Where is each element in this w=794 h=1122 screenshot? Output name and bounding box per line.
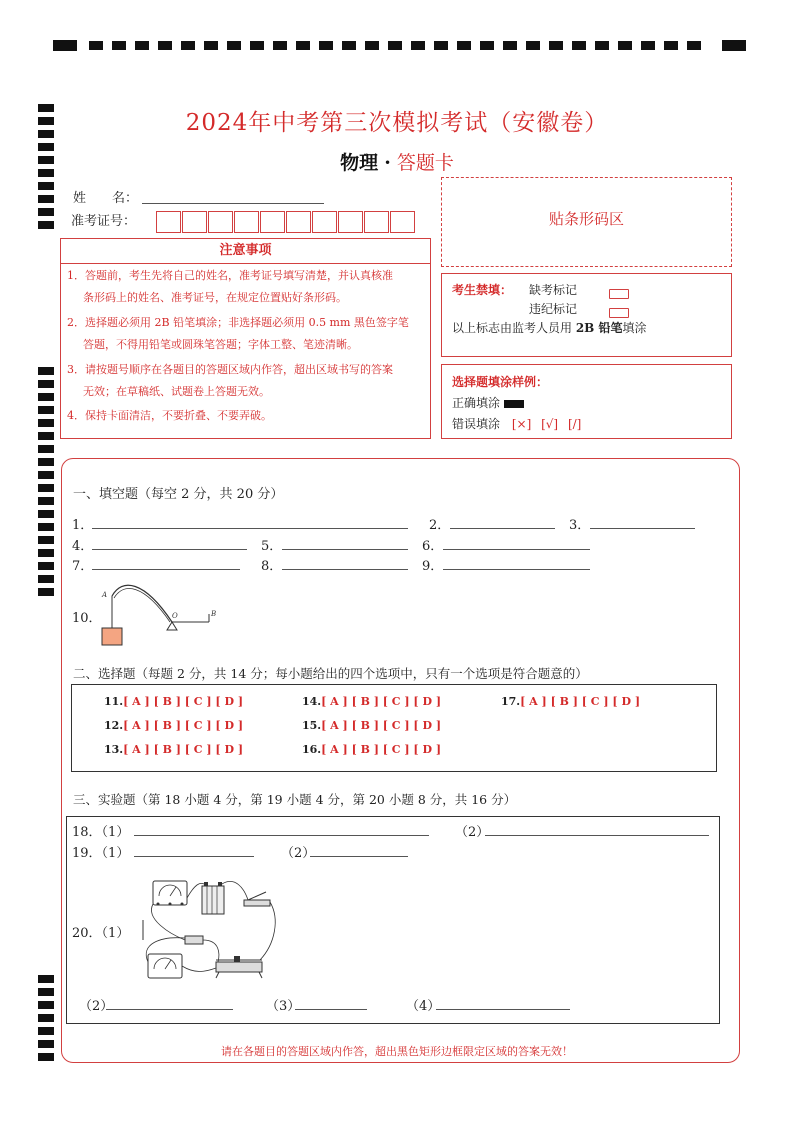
q2-number: 2． — [429, 518, 451, 533]
notice-item: 4．保持卡面清洁，不要折叠、不要弄破。 — [67, 409, 272, 422]
battery-icon — [202, 886, 224, 914]
q1-answer-line[interactable] — [92, 528, 408, 529]
notice-item: 2．选择题必须用 2B 铅笔填涂；非选择题必须用 0.5 mm 黑色签字笔 — [67, 316, 409, 329]
q4-answer-line[interactable] — [92, 549, 247, 550]
lever-figure[interactable] — [96, 578, 226, 648]
barcode-area — [441, 177, 732, 267]
choice-row-12[interactable] — [104, 719, 243, 732]
name-label: 姓 名： — [73, 191, 139, 206]
label-A: A — [102, 591, 108, 599]
weight-block — [102, 628, 122, 645]
subject-name: 物理 — [340, 152, 379, 174]
options[interactable]: [ A ] [ B ] [ C ] [ D ] — [520, 695, 641, 708]
q20-4-answer-line[interactable] — [436, 1009, 570, 1010]
q19-label: 19．（1） — [72, 846, 130, 861]
q8-number: 8． — [261, 559, 283, 574]
barcode-label: 贴条形码区 — [548, 210, 624, 228]
q7-number: 7． — [72, 559, 94, 574]
note-bold: 2B 铅笔 — [575, 321, 623, 335]
q18-2-label: （2） — [455, 825, 490, 840]
absent-label: 缺考标记 — [529, 283, 578, 297]
q8-answer-line[interactable] — [282, 569, 408, 570]
choice-row-17[interactable] — [501, 695, 640, 708]
q9-answer-line[interactable] — [443, 569, 590, 570]
q18-label: 18．（1） — [72, 825, 130, 840]
forbid-title: 考生禁填： — [452, 283, 513, 297]
notice-title: 注意事项 — [61, 239, 430, 264]
page-title: 2024年中考第三次模拟考试（安徽卷） — [185, 110, 609, 136]
options[interactable]: [ A ] [ B ] [ C ] [ D ] — [123, 695, 244, 708]
q-num: 16. — [302, 743, 322, 756]
q19-1-answer-line[interactable] — [134, 856, 254, 857]
q6-number: 6． — [422, 539, 444, 554]
q10-number: 10． — [72, 611, 102, 626]
absent-mark[interactable] — [609, 283, 629, 302]
q1-number: 1． — [72, 518, 94, 533]
q-num: 13. — [104, 743, 124, 756]
curved-lever-inner — [114, 589, 170, 622]
options[interactable]: [ A ] [ B ] [ C ] [ D ] — [123, 719, 244, 732]
q20-2-answer-line[interactable] — [106, 1009, 233, 1010]
q3-number: 3． — [569, 518, 591, 533]
wrong-fill-label — [452, 415, 581, 432]
choice-row-11[interactable] — [104, 695, 243, 708]
violation-label: 违纪标记 — [529, 302, 578, 316]
notice-item: 条形码上的姓名、准考证号，在规定位置贴好条形码。 — [83, 291, 347, 304]
subtitle-dot: · — [384, 152, 391, 174]
q4-number: 4． — [72, 539, 94, 554]
q19-2-answer-line[interactable] — [310, 856, 408, 857]
q2-answer-line[interactable] — [450, 528, 555, 529]
q6-answer-line[interactable] — [443, 549, 590, 550]
choice-row-13[interactable] — [104, 743, 243, 756]
label-B: B — [211, 610, 217, 618]
q20-3-label: （3） — [266, 999, 301, 1014]
notice-item: 3．请按题号顺序在各题目的答题区域内作答，超出区域书写的答案 — [67, 363, 393, 376]
q19-2-label: （2） — [281, 846, 316, 861]
q20-2-label: （2） — [79, 999, 114, 1014]
q-num: 15. — [302, 719, 322, 732]
options[interactable]: [ A ] [ B ] [ C ] [ D ] — [321, 743, 442, 756]
section1-title: 一、填空题（每空 2 分，共 20 分） — [73, 487, 284, 502]
note-suffix: 填涂 — [622, 321, 647, 335]
notice-item: 答题，不得用铅笔或圆珠笔答题；字体工整、笔迹清晰。 — [83, 338, 358, 351]
forbid-note — [452, 319, 647, 336]
page-subtitle — [0, 148, 794, 175]
wrong-mark: [×] — [511, 417, 532, 431]
q18-1-answer-line[interactable] — [134, 835, 429, 836]
footer-warning: 请在各题目的答题区域内作答，超出黑色矩形边框限定区域的答案无效！ — [221, 1045, 573, 1058]
card-type: 答题卡 — [396, 152, 454, 174]
q20-label: 20．（1） — [72, 926, 130, 941]
q18-2-answer-line[interactable] — [485, 835, 709, 836]
notice-item: 无效；在草稿纸、试题卷上答题无效。 — [83, 385, 270, 398]
q9-number: 9． — [422, 559, 444, 574]
q-num: 14. — [302, 695, 322, 708]
q20-4-label: （4） — [406, 999, 441, 1014]
q5-number: 5． — [261, 539, 283, 554]
name-field[interactable] — [142, 203, 324, 204]
correct-fill-label — [452, 394, 524, 411]
section3-title: 三、实验题（第 18 小题 4 分，第 19 小题 4 分，第 20 小题 8 分，共 16 分） — [73, 792, 517, 807]
sample-box — [441, 364, 732, 439]
q5-answer-line[interactable] — [282, 549, 408, 550]
choice-row-15[interactable] — [302, 719, 441, 732]
resistor-icon — [185, 936, 203, 944]
sample-title: 选择题填涂样例： — [452, 375, 549, 389]
fulcrum — [167, 622, 177, 630]
options[interactable]: [ A ] [ B ] [ C ] [ D ] — [123, 743, 244, 756]
q20-3-answer-line[interactable] — [295, 1009, 367, 1010]
options[interactable]: [ A ] [ B ] [ C ] [ D ] — [321, 719, 442, 732]
q-num: 11. — [104, 695, 124, 708]
q-num: 17. — [501, 695, 521, 708]
switch-icon — [244, 900, 270, 906]
ammeter-icon — [148, 954, 182, 978]
note-prefix: 以上标志由监考人员用 — [452, 321, 576, 335]
options[interactable]: [ A ] [ B ] [ C ] [ D ] — [321, 695, 442, 708]
label-O: O — [172, 612, 178, 620]
voltmeter-icon — [153, 881, 187, 905]
section2-title: 二、选择题（每题 2 分，共 14 分；每小题给出的四个选项中，只有一个选项是符合题意的） — [73, 666, 588, 681]
q7-answer-line[interactable] — [92, 569, 240, 570]
correct-fill-sample — [504, 400, 524, 408]
notice-item: 1．答题前，考生先将自己的姓名，准考证号填写清楚，并认真核准 — [67, 269, 393, 282]
correct-label: 正确填涂 — [452, 396, 501, 410]
choice-row-16[interactable] — [302, 743, 441, 756]
forbid-box — [441, 273, 732, 357]
q3-answer-line[interactable] — [590, 528, 695, 529]
wrong-mark: [/] — [567, 417, 582, 431]
wrong-label: 错误填涂 — [452, 417, 501, 431]
circuit-figure[interactable] — [140, 874, 280, 986]
id-label: 准考证号： — [71, 214, 137, 229]
q-num: 12. — [104, 719, 124, 732]
wrong-mark: [√] — [541, 417, 559, 431]
notice-box — [60, 238, 431, 439]
choice-row-14[interactable] — [302, 695, 441, 708]
rheostat-icon — [216, 962, 262, 972]
